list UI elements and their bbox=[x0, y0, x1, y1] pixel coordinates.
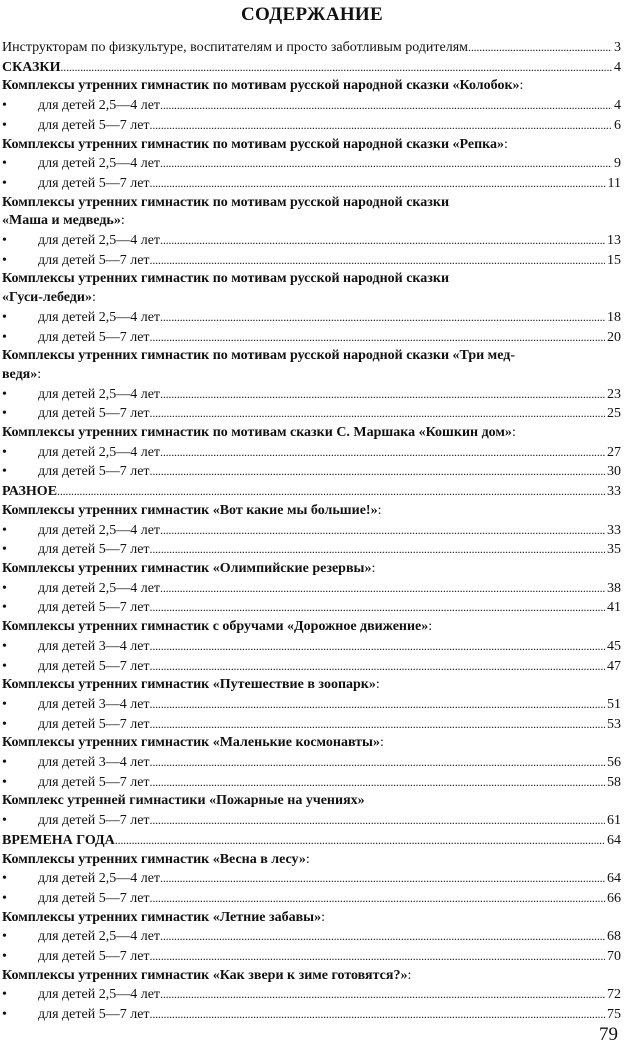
toc-group-heading[interactable] bbox=[2, 194, 621, 213]
toc-page-number: 47 bbox=[607, 658, 621, 674]
toc-group-heading-text: Комплексы утренних гимнастик «Весна в лесу» bbox=[2, 851, 306, 867]
toc-page-number: 75 bbox=[607, 1007, 621, 1023]
heading-colon: : bbox=[120, 213, 125, 229]
toc-page-number: 35 bbox=[607, 542, 621, 558]
toc-entry-title: Инструкторам по физкультуре, воспитателям и просто заботливым родителям bbox=[2, 40, 469, 55]
toc-subentry-title: для детей 5—7 лет bbox=[38, 329, 150, 345]
bullet-icon: • bbox=[2, 156, 7, 172]
toc-group-heading[interactable] bbox=[2, 289, 621, 308]
bullet-icon: • bbox=[2, 774, 7, 790]
dot-leader bbox=[150, 540, 605, 560]
toc-subentry-title: для детей 5—7 лет bbox=[38, 600, 150, 616]
toc-group-heading-text: Комплексы утренних гимнастик по мотивам русской народной сказки bbox=[2, 271, 450, 287]
toc-subentry-title: для детей 2,5—4 лет bbox=[38, 98, 161, 114]
dot-leader bbox=[160, 231, 605, 251]
heading-colon: : bbox=[91, 290, 96, 306]
toc-subentry[interactable] bbox=[2, 540, 621, 560]
toc-group-heading-text: Комплексы утренних гимнастик «Вот какие мы большие!» bbox=[2, 502, 378, 518]
heading-colon: : bbox=[428, 619, 433, 635]
bullet-icon: • bbox=[2, 890, 7, 906]
dot-leader bbox=[150, 637, 605, 657]
toc-subentry-title: для детей 5—7 лет bbox=[38, 542, 150, 558]
toc-page-number: 15 bbox=[607, 252, 621, 268]
toc-page-number: 20 bbox=[607, 329, 621, 345]
dot-leader bbox=[150, 174, 606, 194]
toc-subentry[interactable] bbox=[2, 116, 621, 136]
toc-entry[interactable] bbox=[2, 38, 621, 58]
dot-leader bbox=[160, 927, 605, 947]
toc-group-heading-text: Комплекс утренней гимнастики «Пожарные на учениях» bbox=[2, 793, 365, 809]
dot-leader bbox=[160, 985, 605, 1005]
toc-page-number: 4 bbox=[614, 59, 621, 75]
dot-leader bbox=[115, 831, 605, 851]
heading-colon: : bbox=[305, 851, 310, 867]
dot-leader bbox=[60, 58, 612, 78]
toc-page-number: 70 bbox=[607, 949, 621, 965]
toc-subentry-title: для детей 3—4 лет bbox=[38, 755, 150, 771]
bullet-icon: • bbox=[2, 386, 7, 402]
toc-page-number: 61 bbox=[607, 813, 621, 829]
toc-subentry-title: для детей 2,5—4 лет bbox=[38, 309, 161, 325]
heading-colon: : bbox=[377, 502, 382, 518]
toc-subentry[interactable] bbox=[2, 174, 621, 194]
bullet-icon: • bbox=[2, 464, 7, 480]
dot-leader bbox=[160, 521, 605, 541]
toc-group-heading-text: Комплексы утренних гимнастик по мотивам русской народной сказки «Три мед- bbox=[2, 348, 515, 364]
toc-group-heading[interactable] bbox=[2, 792, 621, 811]
dot-leader bbox=[150, 889, 605, 909]
bullet-icon: • bbox=[2, 813, 7, 829]
table-of-contents bbox=[2, 38, 621, 1025]
toc-subentry-title: для детей 2,5—4 лет bbox=[38, 580, 161, 596]
toc-page-number: 6 bbox=[614, 117, 621, 133]
toc-group-heading[interactable] bbox=[2, 502, 621, 521]
toc-subentry[interactable] bbox=[2, 889, 621, 909]
toc-group-heading-text: «Маша и медведь» bbox=[2, 213, 121, 229]
toc-page-number: 23 bbox=[607, 386, 621, 402]
toc-group-heading[interactable] bbox=[2, 347, 621, 366]
dot-leader bbox=[160, 443, 605, 463]
toc-page-number: 30 bbox=[607, 464, 621, 480]
heading-colon: : bbox=[321, 909, 325, 925]
bullet-icon: • bbox=[2, 658, 7, 674]
toc-subentry-title: для детей 3—4 лет bbox=[38, 696, 150, 712]
toc-page-number: 68 bbox=[607, 929, 621, 945]
toc-group-heading-text: Комплексы утренних гимнастик «Как звери к зиме готовятся?» bbox=[2, 967, 408, 983]
page-number: 79 bbox=[599, 1024, 618, 1045]
toc-page-number: 41 bbox=[607, 600, 621, 616]
toc-subentry-title: для детей 5—7 лет bbox=[38, 406, 150, 422]
heading-colon: : bbox=[407, 967, 412, 983]
toc-section[interactable] bbox=[2, 482, 621, 502]
toc-subentry[interactable] bbox=[2, 96, 621, 116]
heading-colon: : bbox=[519, 78, 524, 94]
toc-page-number: 33 bbox=[607, 522, 621, 538]
toc-subentry-title: для детей 2,5—4 лет bbox=[38, 929, 161, 945]
toc-subentry[interactable] bbox=[2, 328, 621, 348]
toc-group-heading[interactable] bbox=[2, 424, 621, 443]
toc-page-number: 13 bbox=[607, 233, 621, 249]
bullet-icon: • bbox=[2, 98, 7, 114]
toc-subentry-title: для детей 5—7 лет bbox=[38, 658, 150, 674]
toc-page-number: 25 bbox=[607, 406, 621, 422]
toc-page-number: 18 bbox=[607, 309, 621, 325]
toc-subentry[interactable] bbox=[2, 985, 621, 1005]
bullet-icon: • bbox=[2, 329, 7, 345]
heading-colon: : bbox=[37, 366, 42, 382]
toc-group-heading[interactable] bbox=[2, 212, 621, 231]
toc-subentry[interactable] bbox=[2, 927, 621, 947]
bullet-icon: • bbox=[2, 638, 7, 654]
toc-page-number: 9 bbox=[614, 156, 621, 172]
toc-page-number: 66 bbox=[607, 890, 621, 906]
toc-subentry-title: для детей 5—7 лет bbox=[38, 252, 150, 268]
toc-page-number: 38 bbox=[607, 580, 621, 596]
toc-entry-title: ВРЕМЕНА ГОДА bbox=[2, 832, 115, 848]
toc-subentry-title: для детей 2,5—4 лет bbox=[38, 386, 161, 402]
toc-page-number: 27 bbox=[607, 444, 621, 460]
toc-entry-title: СКАЗКИ bbox=[2, 59, 61, 75]
toc-group-heading-text: Комплексы утренних гимнастик по мотивам русской народной сказки «Репка» bbox=[2, 136, 505, 152]
toc-subentry[interactable] bbox=[2, 869, 621, 889]
bullet-icon: • bbox=[2, 929, 7, 945]
toc-subentry[interactable] bbox=[2, 598, 621, 618]
dot-leader bbox=[150, 657, 605, 677]
heading-colon: : bbox=[375, 677, 380, 693]
toc-subentry[interactable] bbox=[2, 308, 621, 328]
bullet-icon: • bbox=[2, 871, 7, 887]
dot-leader bbox=[150, 251, 605, 271]
toc-subentry-title: для детей 5—7 лет bbox=[38, 175, 150, 191]
bullet-icon: • bbox=[2, 949, 7, 965]
toc-group-heading-text: Комплексы утренних гимнастик с обручами «Дорожное движение» bbox=[2, 619, 429, 635]
toc-subentry[interactable] bbox=[2, 521, 621, 541]
dot-leader bbox=[150, 1005, 605, 1025]
toc-subentry[interactable] bbox=[2, 579, 621, 599]
toc-title: СОДЕРЖАНИЕ bbox=[241, 4, 383, 25]
bullet-icon: • bbox=[2, 580, 7, 596]
toc-page-number: 64 bbox=[607, 871, 621, 887]
toc-subentry[interactable] bbox=[2, 443, 621, 463]
bullet-icon: • bbox=[2, 233, 7, 249]
toc-subentry-title: для детей 5—7 лет bbox=[38, 813, 150, 829]
dot-leader bbox=[150, 404, 605, 424]
toc-page-number: 45 bbox=[607, 638, 621, 654]
bullet-icon: • bbox=[2, 716, 7, 732]
toc-subentry-title: для детей 5—7 лет bbox=[38, 716, 150, 732]
toc-subentry[interactable] bbox=[2, 251, 621, 271]
toc-subentry[interactable] bbox=[2, 715, 621, 735]
toc-group-heading-text: Комплексы утренних гимнастик «Олимпийские резервы» bbox=[2, 560, 372, 576]
heading-colon: : bbox=[504, 136, 508, 152]
bullet-icon: • bbox=[2, 117, 7, 133]
dot-leader bbox=[160, 869, 605, 889]
bullet-icon: • bbox=[2, 406, 7, 422]
dot-leader bbox=[468, 38, 612, 58]
heading-colon: : bbox=[511, 425, 516, 441]
dot-leader bbox=[160, 154, 612, 174]
bullet-icon: • bbox=[2, 522, 7, 538]
toc-subentry-title: для детей 5—7 лет bbox=[38, 117, 150, 133]
toc-group-heading[interactable] bbox=[2, 136, 621, 155]
bullet-icon: • bbox=[2, 987, 7, 1003]
toc-group-heading[interactable] bbox=[2, 676, 621, 695]
dot-leader bbox=[150, 462, 605, 482]
toc-subentry[interactable] bbox=[2, 637, 621, 657]
dot-leader bbox=[150, 773, 605, 793]
toc-subentry-title: для детей 5—7 лет bbox=[38, 890, 150, 906]
toc-page-number: 51 bbox=[607, 696, 621, 712]
dot-leader bbox=[57, 482, 605, 502]
toc-page-number: 53 bbox=[607, 716, 621, 732]
toc-subentry[interactable] bbox=[2, 773, 621, 793]
toc-subentry[interactable] bbox=[2, 695, 621, 715]
dot-leader bbox=[150, 695, 605, 715]
toc-group-heading-text: ведя» bbox=[2, 366, 38, 382]
toc-subentry[interactable] bbox=[2, 385, 621, 405]
bullet-icon: • bbox=[2, 444, 7, 460]
toc-page-number: 58 bbox=[607, 774, 621, 790]
toc-subentry[interactable] bbox=[2, 462, 621, 482]
dot-leader bbox=[150, 715, 605, 735]
dot-leader bbox=[150, 811, 605, 831]
toc-group-heading-text: Комплексы утренних гимнастик «Путешествие в зоопарк» bbox=[2, 677, 376, 693]
toc-subentry-title: для детей 5—7 лет bbox=[38, 774, 150, 790]
toc-group-heading[interactable] bbox=[2, 560, 621, 579]
toc-subentry[interactable] bbox=[2, 811, 621, 831]
bullet-icon: • bbox=[2, 309, 7, 325]
toc-group-heading[interactable] bbox=[2, 366, 621, 385]
toc-page-number: 33 bbox=[607, 484, 621, 500]
toc-subentry[interactable] bbox=[2, 657, 621, 677]
toc-page-number: 56 bbox=[607, 755, 621, 771]
bullet-icon: • bbox=[2, 175, 7, 191]
toc-group-heading[interactable] bbox=[2, 851, 621, 870]
toc-subentry-title: для детей 2,5—4 лет bbox=[38, 987, 161, 1003]
toc-page-number: 4 bbox=[614, 98, 621, 114]
toc-group-heading-text: Комплексы утренних гимнастик по мотивам сказки С. Маршака «Кошкин дом» bbox=[2, 425, 512, 441]
toc-group-heading[interactable] bbox=[2, 967, 621, 986]
bullet-icon: • bbox=[2, 755, 7, 771]
heading-colon: : bbox=[379, 735, 384, 751]
dot-leader bbox=[150, 116, 612, 136]
toc-entry-title: РАЗНОЕ bbox=[2, 484, 58, 500]
toc-subentry[interactable] bbox=[2, 154, 621, 174]
toc-subentry[interactable] bbox=[2, 231, 621, 251]
bullet-icon: • bbox=[2, 600, 7, 616]
toc-group-heading[interactable] bbox=[2, 618, 621, 637]
toc-subentry[interactable] bbox=[2, 947, 621, 967]
toc-group-heading-text: Комплексы утренних гимнастик по мотивам русской народной сказки «Колобок» bbox=[2, 78, 520, 94]
toc-group-heading[interactable] bbox=[2, 734, 621, 753]
toc-subentry-title: для детей 2,5—4 лет bbox=[38, 233, 161, 249]
dot-leader bbox=[160, 579, 605, 599]
toc-group-heading[interactable] bbox=[2, 270, 621, 289]
toc-subentry-title: для детей 2,5—4 лет bbox=[38, 156, 161, 172]
bullet-icon: • bbox=[2, 542, 7, 558]
dot-leader bbox=[150, 328, 605, 348]
bullet-icon: • bbox=[2, 696, 7, 712]
toc-group-heading[interactable] bbox=[2, 909, 621, 928]
bullet-icon: • bbox=[2, 252, 7, 268]
dot-leader bbox=[150, 947, 605, 967]
toc-subentry[interactable] bbox=[2, 753, 621, 773]
toc-page-number: 64 bbox=[607, 832, 621, 848]
toc-subentry-title: для детей 5—7 лет bbox=[38, 1007, 150, 1023]
toc-group-heading-text: Комплексы утренних гимнастик «Маленькие космонавты» bbox=[2, 735, 380, 751]
toc-group-heading-text: Комплексы утренних гимнастик «Летние забавы» bbox=[2, 909, 322, 925]
heading-colon: : bbox=[371, 560, 376, 576]
dot-leader bbox=[160, 96, 612, 116]
toc-group-heading-text: «Гуси-лебеди» bbox=[2, 290, 92, 306]
toc-group-heading-text: Комплексы утренних гимнастик по мотивам русской народной сказки bbox=[2, 194, 450, 210]
dot-leader bbox=[160, 385, 605, 405]
toc-group-heading[interactable] bbox=[2, 77, 621, 96]
bullet-icon: • bbox=[2, 1007, 7, 1023]
toc-subentry-title: для детей 5—7 лет bbox=[38, 949, 150, 965]
toc-subentry[interactable] bbox=[2, 404, 621, 424]
toc-section[interactable] bbox=[2, 58, 621, 78]
toc-page-number: 3 bbox=[614, 40, 621, 55]
toc-page-number: 72 bbox=[607, 987, 621, 1003]
dot-leader bbox=[160, 308, 605, 328]
toc-subentry-title: для детей 2,5—4 лет bbox=[38, 444, 161, 460]
toc-subentry-title: для детей 3—4 лет bbox=[38, 638, 150, 654]
toc-subentry-title: для детей 2,5—4 лет bbox=[38, 522, 161, 538]
dot-leader bbox=[150, 753, 605, 773]
toc-subentry-title: для детей 2,5—4 лет bbox=[38, 871, 161, 887]
toc-page-number: 11 bbox=[607, 175, 621, 191]
dot-leader bbox=[150, 598, 605, 618]
toc-subentry-title: для детей 5—7 лет bbox=[38, 464, 150, 480]
toc-section[interactable] bbox=[2, 831, 621, 851]
toc-subentry[interactable] bbox=[2, 1005, 621, 1025]
